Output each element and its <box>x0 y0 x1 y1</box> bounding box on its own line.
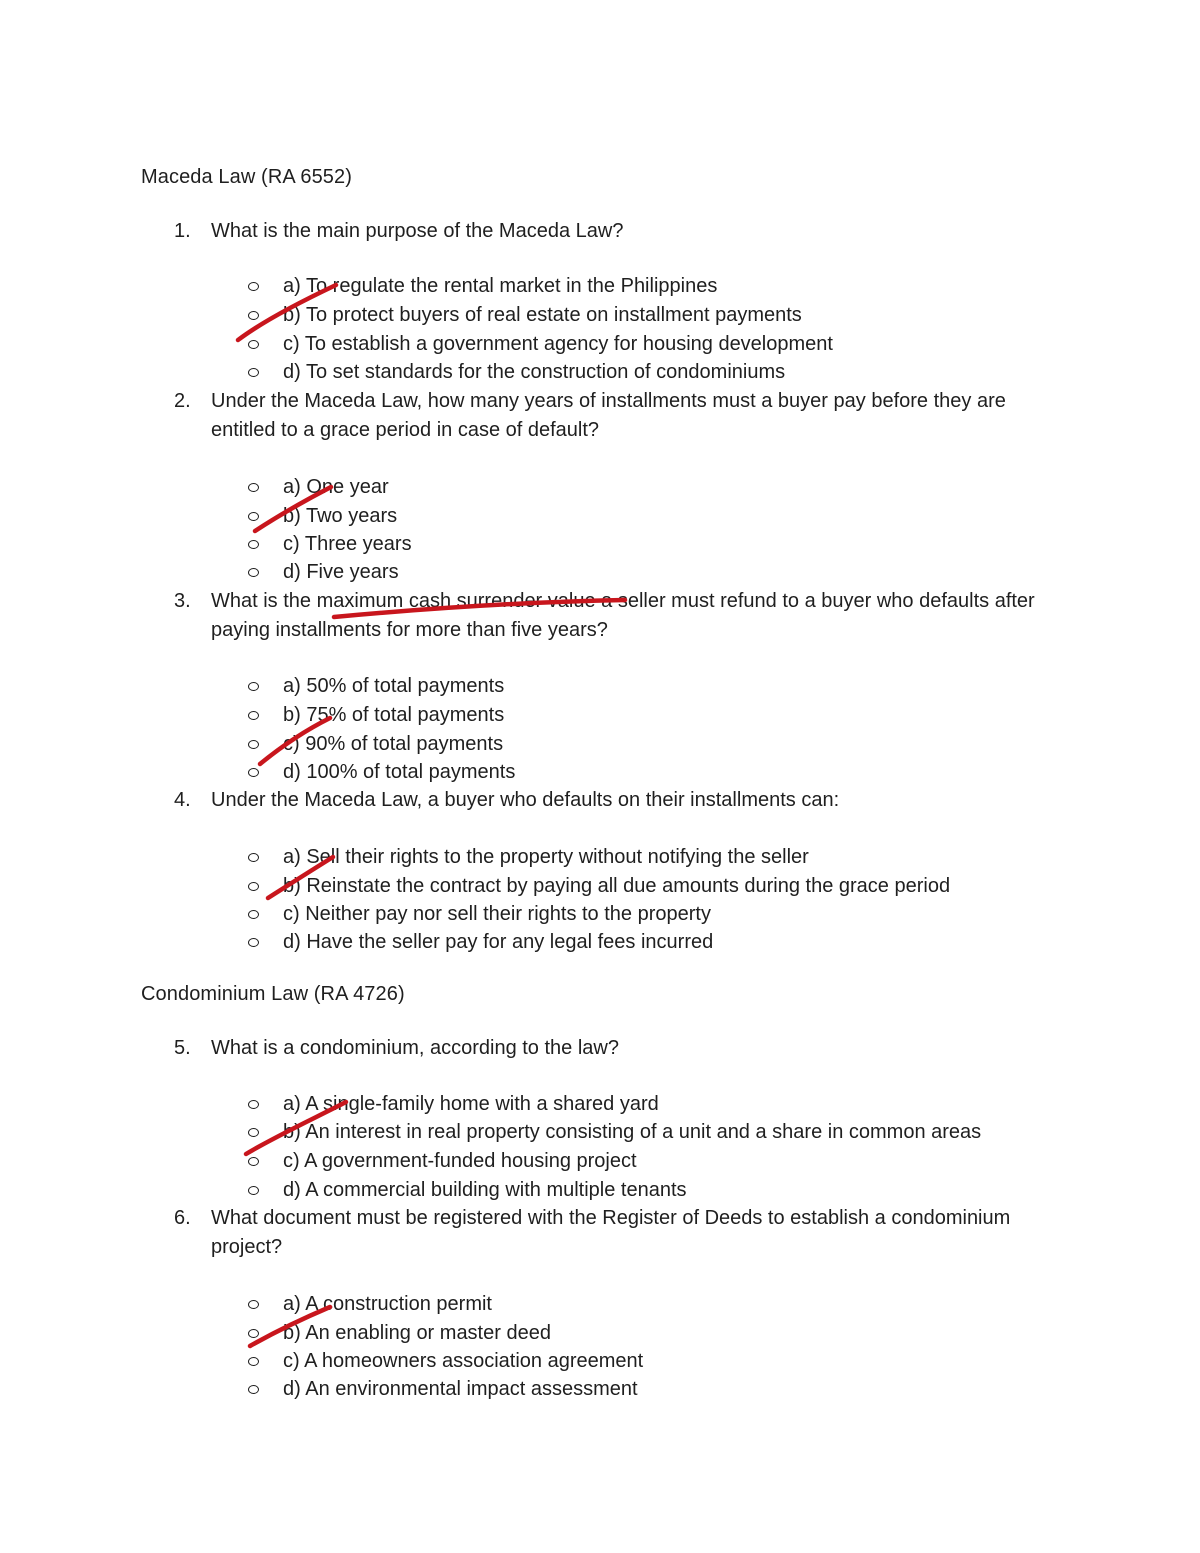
option-c: c) Three years <box>0 530 1200 558</box>
section-heading-maceda-law: Maceda Law (RA 6552) <box>141 166 353 188</box>
option-c: c) To establish a government agency for housing development <box>0 330 1200 358</box>
option-b: b) To protect buyers of real estate on installment payments <box>0 301 1200 329</box>
section-heading-condominium-law: Condominium Law (RA 4726) <box>141 983 405 1005</box>
question-text: What is the maximum cash surrender value a seller must refund to a buyer who defaults after paying installments for more than five years? <box>211 590 1035 641</box>
bullet-icon <box>248 768 259 777</box>
option-b: b) Reinstate the contract by paying all due amounts during the grace period <box>0 872 1200 900</box>
option-c: c) A government-funded housing project <box>0 1147 1200 1175</box>
bullet-icon <box>248 282 259 291</box>
bullet-icon <box>248 311 259 320</box>
option-a: a) Sell their rights to the property without notifying the seller <box>0 843 1200 871</box>
option-d: d) Have the seller pay for any legal fees incurred <box>0 928 1200 956</box>
bullet-icon <box>248 938 259 947</box>
bullet-icon <box>248 882 259 891</box>
bullet-icon <box>248 1357 259 1366</box>
bullet-icon <box>248 1157 259 1166</box>
bullet-icon <box>248 483 259 492</box>
bullet-icon <box>248 1329 259 1338</box>
question-text: Under the Maceda Law, a buyer who defaults on their installments can: <box>211 789 840 811</box>
bullet-icon <box>248 910 259 919</box>
option-d: d) To set standards for the construction of condominiums <box>0 358 1200 386</box>
bullet-icon <box>248 1385 259 1394</box>
question-text: Under the Maceda Law, how many years of installments must a buyer pay before they are entitled to a grace period in case of default? <box>211 390 1006 441</box>
bullet-icon <box>248 368 259 377</box>
question-number: 5. <box>174 1037 191 1059</box>
question-text: What document must be registered with the Register of Deeds to establish a condominium project? <box>211 1207 1011 1258</box>
bullet-icon <box>248 1300 259 1309</box>
option-d: d) An environmental impact assessment <box>0 1375 1200 1403</box>
option-b: b) An interest in real property consisting of a unit and a share in common areas <box>0 1118 1200 1146</box>
question-number: 3. <box>174 590 191 612</box>
option-a: a) To regulate the rental market in the Philippines <box>0 272 1200 300</box>
option-d: d) A commercial building with multiple tenants <box>0 1176 1200 1204</box>
bullet-icon <box>248 853 259 862</box>
option-c: c) Neither pay nor sell their rights to the property <box>0 900 1200 928</box>
option-a: a) A single-family home with a shared yard <box>0 1090 1200 1118</box>
option-c: c) 90% of total payments <box>0 730 1200 758</box>
bullet-icon <box>248 711 259 720</box>
option-d: d) Five years <box>0 558 1200 586</box>
question-number: 2. <box>174 390 191 412</box>
option-a: a) 50% of total payments <box>0 672 1200 700</box>
bullet-icon <box>248 1128 259 1137</box>
question-text: What is a condominium, according to the law? <box>211 1037 619 1059</box>
bullet-icon <box>248 1186 259 1195</box>
option-b: b) An enabling or master deed <box>0 1319 1200 1347</box>
option-b: b) Two years <box>0 502 1200 530</box>
option-c: c) A homeowners association agreement <box>0 1347 1200 1375</box>
question-number: 6. <box>174 1207 191 1229</box>
question-number: 1. <box>174 220 191 242</box>
bullet-icon <box>248 1100 259 1109</box>
option-b: b) 75% of total payments <box>0 701 1200 729</box>
question-number: 4. <box>174 789 191 811</box>
bullet-icon <box>248 682 259 691</box>
option-d: d) 100% of total payments <box>0 758 1200 786</box>
option-a: a) One year <box>0 473 1200 501</box>
bullet-icon <box>248 340 259 349</box>
bullet-icon <box>248 740 259 749</box>
bullet-icon <box>248 512 259 521</box>
question-text: What is the main purpose of the Maceda Law? <box>211 220 624 242</box>
bullet-icon <box>248 540 259 549</box>
bullet-icon <box>248 568 259 577</box>
option-a: a) A construction permit <box>0 1290 1200 1318</box>
